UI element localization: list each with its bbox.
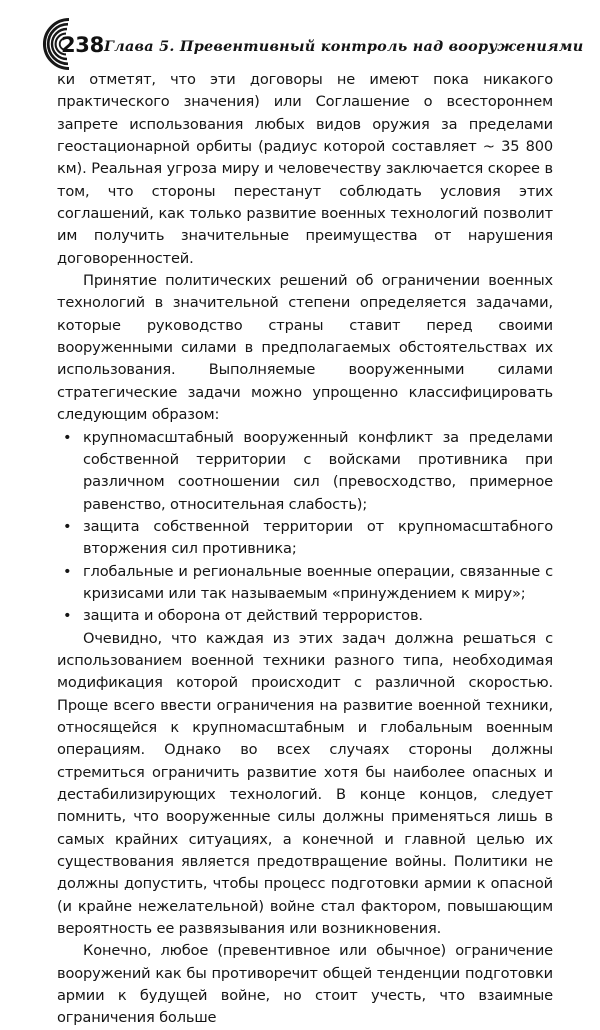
paragraph: Принятие политических решений об ограничении военных технологий в значительной степени определяется задачами, которые руководство страны ставит перед своими вооруженными силами в предполагаемых обстоятельствах их использования. Выполняемые вооруженными силами стратегические задачи можно упрощенно классифицировать следующим образом:: [57, 272, 553, 424]
list-item: [57, 516, 553, 561]
list-item-text: глобальные и региональные военные операции, связанные с кризисами или так называемым «принуждением к миру»;: [83, 562, 553, 602]
strategic-tasks-list: [57, 427, 553, 628]
bullet-icon: •: [63, 607, 72, 625]
chapter-title: Глава 5. Превентивный контроль над вооружениями: [104, 38, 584, 55]
list-item: [57, 561, 553, 606]
bullet-icon: •: [63, 562, 72, 580]
page-number: 238: [61, 33, 104, 57]
list-item-text: крупномасштабный вооруженный конфликт за пределами собственной территории с войсками противника при различном соотношении сил (превосходство, примерное равенство, относительная слабость);: [83, 428, 553, 513]
list-item: [57, 605, 553, 627]
paragraph-continued: ки отметят, что эти договоры не имеют пока никакого практического значения) или Соглашение о всестороннем запрете использования любых видов оружия за пределами геостационарной орбиты (радиус которой составляет ~ 35 800 км). Реальная угроза миру и человечеству заключается скорее в том, что стороны перестанут соблюдать условия этих соглашений, как только развитие военных технологий позволит им получить значительные преимущества от нарушения договоренностей.: [57, 71, 553, 267]
list-item-text: защита и оборона от действий террористов.: [83, 607, 423, 625]
list-item-text: защита собственной территории от крупномасштабного вторжения сил противника;: [83, 517, 553, 558]
running-head: [0, 14, 600, 70]
paragraph: Очевидно, что каждая из этих задач должна решаться с использованием военной техники разного типа, необходимая модификация которой происходит с различной скоростью. Проще всего ввести ограничения на развитие военной техники, относящейся к крупномасштабным и глобальным военным операциям. Однако во всех случаях стороны должны стремиться ограничить развитие хотя бы наиболее опасных и дестабилизирующих технологий. В конце концов, следует помнить, что вооруженные силы должны применяться лишь в самых крайних ситуациях, а конечной и главной целью их существования является предотвращение войны. Политики не должны допустить, чтобы процесс подготовки армии к опасной (и крайне нежелательной) войне стал фактором, повышающим вероятность ее развязывания или возникновения.: [57, 629, 553, 938]
paragraph: Конечно, любое (превентивное или обычное) ограничение вооружений как бы противоречит общей тенденции подготовки армии к будущей войне, но стоит учесть, что взаимные ограничения больше: [57, 942, 553, 1027]
bullet-icon: •: [63, 428, 72, 446]
body-text-block: [57, 69, 553, 1030]
bullet-icon: •: [63, 517, 72, 535]
list-item: [57, 427, 553, 516]
